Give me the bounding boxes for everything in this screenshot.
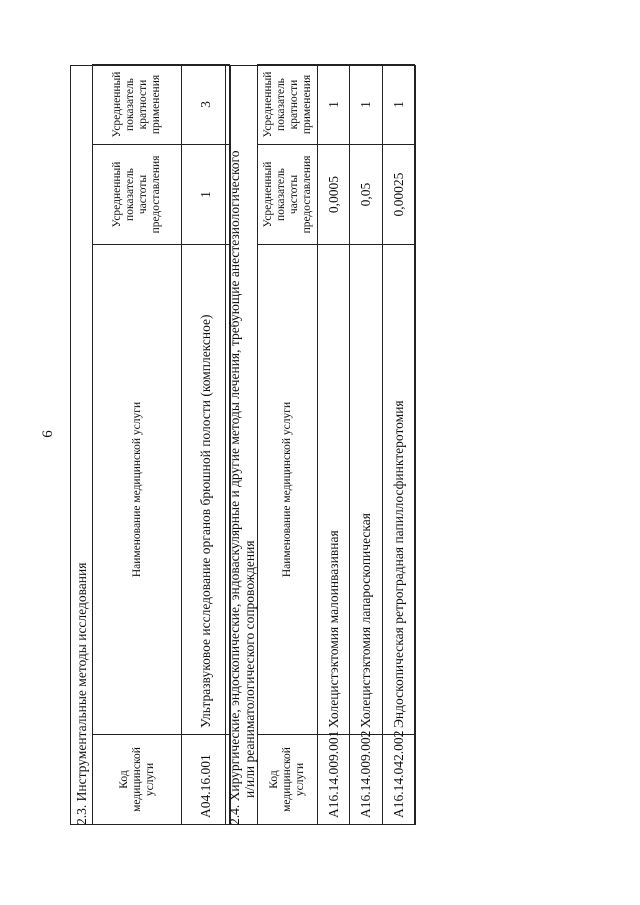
service-code: A16.14.042.002 bbox=[382, 735, 414, 825]
column-header-frequency: Усредненный показатель частоты предоставления bbox=[258, 145, 318, 245]
multiplicity-value: 3 bbox=[182, 65, 230, 145]
service-code: A16.14.009.001 bbox=[318, 735, 350, 825]
section-2-4-title-line2: и/или реаниматологического сопровождения bbox=[242, 540, 257, 798]
table-row bbox=[382, 65, 414, 825]
section-2-3-table bbox=[92, 64, 230, 825]
service-name: Холецистэктомия лапароскопическая bbox=[350, 245, 382, 735]
service-code: A16.14.009.002 bbox=[350, 735, 382, 825]
column-header-name: Наименование медицинской услуги bbox=[93, 245, 182, 735]
column-header-multiplicity: Усредненный показатель кратности применения bbox=[93, 65, 182, 145]
section-2-4-table bbox=[257, 64, 415, 825]
frequency-value: 0,00025 bbox=[382, 145, 414, 245]
table-row bbox=[182, 65, 230, 825]
table-row bbox=[318, 65, 350, 825]
frequency-value: 1 bbox=[182, 145, 230, 245]
rotated-page-content bbox=[70, 65, 415, 825]
table-row bbox=[350, 65, 382, 825]
section-2-4-title-line1: 2.4. Хирургические, эндоскопические, эндоваскулярные и другие методы лечения, требующие анестезиологического bbox=[227, 150, 242, 825]
table-header-row bbox=[93, 65, 182, 825]
service-name: Эндоскопическая ретроградная папиллосфинктеротомия bbox=[382, 245, 414, 735]
frequency-value: 0,05 bbox=[350, 145, 382, 245]
multiplicity-value: 1 bbox=[318, 65, 350, 145]
column-header-frequency: Усредненный показатель частоты предоставления bbox=[93, 145, 182, 245]
multiplicity-value: 1 bbox=[382, 65, 414, 145]
column-header-code: Код медицинской услуги bbox=[258, 735, 318, 825]
column-header-multiplicity: Усредненный показатель кратности применения bbox=[258, 65, 318, 145]
section-2-3-title: 2.3. Инструментальные методы исследования bbox=[74, 562, 89, 825]
table-header-row bbox=[258, 65, 318, 825]
page-number: 6 bbox=[40, 430, 56, 438]
service-code: A04.16.001 bbox=[182, 735, 230, 825]
frequency-value: 0,0005 bbox=[318, 145, 350, 245]
column-header-code: Код медицинской услуги bbox=[93, 735, 182, 825]
service-name: Холецистэктомия малоинвазивная bbox=[318, 245, 350, 735]
column-header-name: Наименование медицинской услуги bbox=[258, 245, 318, 735]
service-name: Ультразвуковое исследование органов брюшной полости (комплексное) bbox=[182, 245, 230, 735]
multiplicity-value: 1 bbox=[350, 65, 382, 145]
